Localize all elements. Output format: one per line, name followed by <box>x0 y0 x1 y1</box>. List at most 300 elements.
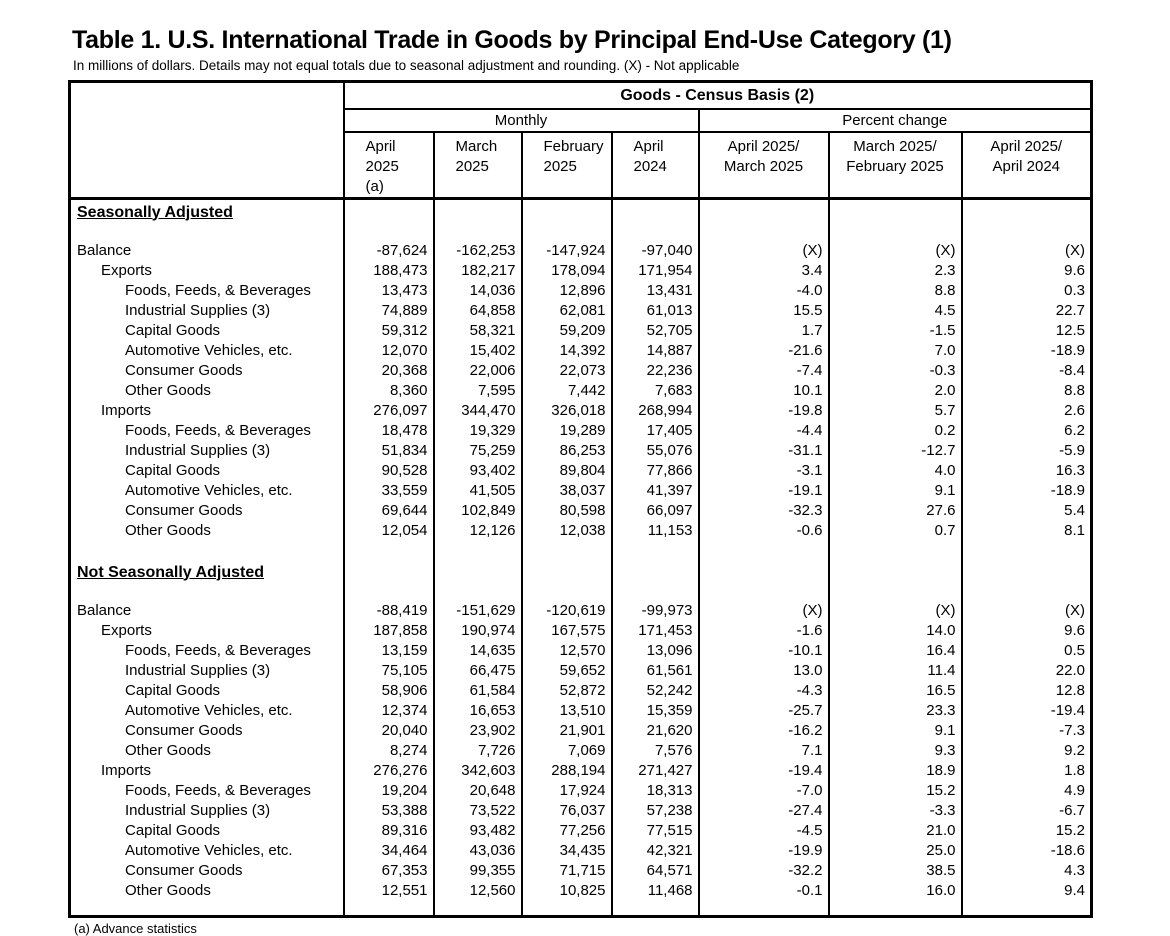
cell: 75,105 <box>344 661 434 681</box>
cell: 59,209 <box>522 321 612 341</box>
cell: 171,453 <box>612 621 699 641</box>
cell: -4.4 <box>699 421 829 441</box>
cell: 73,522 <box>434 801 522 821</box>
cell: 18,313 <box>612 781 699 801</box>
table-row <box>70 501 1092 521</box>
column-header: April 2025 (a) <box>344 132 434 199</box>
cell: 5.7 <box>829 401 962 421</box>
cell: 25.0 <box>829 841 962 861</box>
cell: 71,715 <box>522 861 612 881</box>
cell: 43,036 <box>434 841 522 861</box>
cell: 0.3 <box>962 281 1092 301</box>
cell: (X) <box>829 241 962 261</box>
row-label: Capital Goods <box>125 321 221 339</box>
cell: 75,259 <box>434 441 522 461</box>
cell: 21,901 <box>522 721 612 741</box>
cell: 15.5 <box>699 301 829 321</box>
cell: 17,405 <box>612 421 699 441</box>
spacer-cell <box>612 583 699 601</box>
cell: 18.9 <box>829 761 962 781</box>
cell: -0.1 <box>699 881 829 901</box>
cell: -19.4 <box>699 761 829 781</box>
spacer-cell <box>612 541 699 559</box>
table-row <box>70 361 1092 381</box>
table-row <box>70 601 1092 621</box>
row-label: Consumer Goods <box>125 721 243 739</box>
cell: 12,070 <box>344 341 434 361</box>
cell: 38.5 <box>829 861 962 881</box>
cell: 19,204 <box>344 781 434 801</box>
cell: 14,887 <box>612 341 699 361</box>
row-label: Balance <box>77 601 132 619</box>
cell: 8.8 <box>962 381 1092 401</box>
table-row <box>70 321 1092 341</box>
row-label: Other Goods <box>125 381 211 399</box>
spacer-cell <box>434 541 522 559</box>
goods-census-basis-header: Goods - Census Basis (2) <box>344 82 1092 110</box>
cell: 171,954 <box>612 261 699 281</box>
spacer-cell <box>699 541 829 559</box>
cell: -162,253 <box>434 241 522 261</box>
cell: 89,316 <box>344 821 434 841</box>
cell: 80,598 <box>522 501 612 521</box>
cell: 12,126 <box>434 521 522 541</box>
cell: 99,355 <box>434 861 522 881</box>
cell: 22.0 <box>962 661 1092 681</box>
table-row <box>70 241 1092 261</box>
column-header: April 2024 <box>612 132 699 199</box>
table-row <box>70 861 1092 881</box>
cell: -0.3 <box>829 361 962 381</box>
cell: 86,253 <box>522 441 612 461</box>
table-row <box>70 461 1092 481</box>
spacer-cell <box>829 901 962 917</box>
cell: -87,624 <box>344 241 434 261</box>
cell: 21,620 <box>612 721 699 741</box>
table-row <box>70 401 1092 421</box>
spacer-cell <box>829 223 962 241</box>
table-row <box>70 621 1092 641</box>
cell: -97,040 <box>612 241 699 261</box>
cell: -99,973 <box>612 601 699 621</box>
spacer-cell <box>522 223 612 241</box>
cell: -10.1 <box>699 641 829 661</box>
cell: 52,872 <box>522 681 612 701</box>
spacer-cell <box>344 901 434 917</box>
cell: -19.1 <box>699 481 829 501</box>
cell: 15.2 <box>962 821 1092 841</box>
spacer-cell <box>344 583 434 601</box>
cell: -120,619 <box>522 601 612 621</box>
cell: 8,274 <box>344 741 434 761</box>
cell: 12,551 <box>344 881 434 901</box>
cell: 9.6 <box>962 261 1092 281</box>
column-header: March 2025 <box>434 132 522 199</box>
cell: -19.9 <box>699 841 829 861</box>
cell: 2.3 <box>829 261 962 281</box>
cell: -1.6 <box>699 621 829 641</box>
column-header: March 2025/ February 2025 <box>829 132 962 199</box>
cell: 0.2 <box>829 421 962 441</box>
cell: 34,464 <box>344 841 434 861</box>
cell: 13,159 <box>344 641 434 661</box>
cell: 42,321 <box>612 841 699 861</box>
cell: 7,576 <box>612 741 699 761</box>
cell: 41,505 <box>434 481 522 501</box>
cell: -5.9 <box>962 441 1092 461</box>
section-heading-cell <box>70 559 344 583</box>
cell: 77,256 <box>522 821 612 841</box>
cell: (X) <box>699 241 829 261</box>
cell: 62,081 <box>522 301 612 321</box>
cell: -88,419 <box>344 601 434 621</box>
row-label: Industrial Supplies (3) <box>125 661 271 679</box>
row-label: Balance <box>77 241 132 259</box>
cell: -19.8 <box>699 401 829 421</box>
cell: -25.7 <box>699 701 829 721</box>
cell: 16.4 <box>829 641 962 661</box>
cell: -32.2 <box>699 861 829 881</box>
row-label: Consumer Goods <box>125 861 243 879</box>
table-row <box>70 301 1092 321</box>
cell: 4.5 <box>829 301 962 321</box>
cell: -7.0 <box>699 781 829 801</box>
cell: 61,561 <box>612 661 699 681</box>
table-row <box>70 801 1092 821</box>
cell: 14,635 <box>434 641 522 661</box>
spacer-cell <box>434 199 522 223</box>
spacer-cell <box>699 199 829 223</box>
spacer-cell <box>70 583 344 601</box>
spacer-cell <box>522 541 612 559</box>
spacer-cell <box>522 559 612 583</box>
cell: 11,153 <box>612 521 699 541</box>
cell: -1.5 <box>829 321 962 341</box>
cell: 12,560 <box>434 881 522 901</box>
table-row <box>70 661 1092 681</box>
spacer-cell <box>699 559 829 583</box>
cell: 61,013 <box>612 301 699 321</box>
cell: 74,889 <box>344 301 434 321</box>
cell: 7,595 <box>434 381 522 401</box>
cell: 4.3 <box>962 861 1092 881</box>
spacer-cell <box>962 223 1092 241</box>
section-heading-cell <box>70 199 344 223</box>
row-label: Industrial Supplies (3) <box>125 441 271 459</box>
cell: -12.7 <box>829 441 962 461</box>
cell: 1.7 <box>699 321 829 341</box>
cell: -19.4 <box>962 701 1092 721</box>
cell: 19,289 <box>522 421 612 441</box>
cell: 14,392 <box>522 341 612 361</box>
cell: 90,528 <box>344 461 434 481</box>
cell: -8.4 <box>962 361 1092 381</box>
spacer-cell <box>434 901 522 917</box>
cell: -0.6 <box>699 521 829 541</box>
cell: 271,427 <box>612 761 699 781</box>
cell: 7.0 <box>829 341 962 361</box>
cell: 64,858 <box>434 301 522 321</box>
section-heading: Not Seasonally Adjusted <box>77 563 264 581</box>
spacer-cell <box>344 223 434 241</box>
cell: 58,906 <box>344 681 434 701</box>
cell: 7,683 <box>612 381 699 401</box>
cell: 8.8 <box>829 281 962 301</box>
cell: -7.4 <box>699 361 829 381</box>
table-row <box>70 761 1092 781</box>
cell: 10.1 <box>699 381 829 401</box>
cell: 22,006 <box>434 361 522 381</box>
table-header <box>70 82 1092 199</box>
cell: 0.7 <box>829 521 962 541</box>
cell: -18.6 <box>962 841 1092 861</box>
spacer-cell <box>612 223 699 241</box>
cell: 9.6 <box>962 621 1092 641</box>
cell: 3.4 <box>699 261 829 281</box>
spacer-cell <box>699 583 829 601</box>
cell: 38,037 <box>522 481 612 501</box>
row-label: Capital Goods <box>125 461 221 479</box>
spacer-cell <box>962 559 1092 583</box>
table-row <box>70 281 1092 301</box>
cell: 22.7 <box>962 301 1092 321</box>
cell: 167,575 <box>522 621 612 641</box>
spacer-cell <box>344 541 434 559</box>
row-label: Industrial Supplies (3) <box>125 801 271 819</box>
row-label: Capital Goods <box>125 681 221 699</box>
table-row <box>70 441 1092 461</box>
spacer-cell <box>70 901 344 917</box>
row-label: Automotive Vehicles, etc. <box>125 841 293 859</box>
cell: 1.8 <box>962 761 1092 781</box>
cell: 12.5 <box>962 321 1092 341</box>
row-label: Foods, Feeds, & Beverages <box>125 641 311 659</box>
section-heading-row <box>70 559 1092 583</box>
cell: 41,397 <box>612 481 699 501</box>
cell: 22,236 <box>612 361 699 381</box>
section-heading: Seasonally Adjusted <box>77 203 233 221</box>
cell: 34,435 <box>522 841 612 861</box>
column-header: February 2025 <box>522 132 612 199</box>
cell: (X) <box>699 601 829 621</box>
cell: 53,388 <box>344 801 434 821</box>
cell: 288,194 <box>522 761 612 781</box>
cell: 188,473 <box>344 261 434 281</box>
cell: 69,644 <box>344 501 434 521</box>
cell: 89,804 <box>522 461 612 481</box>
cell: 276,276 <box>344 761 434 781</box>
spacer-cell <box>962 901 1092 917</box>
spacer-cell <box>522 583 612 601</box>
cell: 19,329 <box>434 421 522 441</box>
spacer-cell <box>612 901 699 917</box>
cell: 4.0 <box>829 461 962 481</box>
table-row <box>70 701 1092 721</box>
cell: 18,478 <box>344 421 434 441</box>
table-row <box>70 841 1092 861</box>
cell: 344,470 <box>434 401 522 421</box>
cell: 67,353 <box>344 861 434 881</box>
spacer-cell <box>962 199 1092 223</box>
row-label: Exports <box>101 261 152 279</box>
cell: -18.9 <box>962 481 1092 501</box>
table-row <box>70 821 1092 841</box>
row-label: Consumer Goods <box>125 501 243 519</box>
table-row <box>70 261 1092 281</box>
cell: -18.9 <box>962 341 1092 361</box>
spacer-cell <box>522 901 612 917</box>
cell: 14.0 <box>829 621 962 641</box>
cell: 8,360 <box>344 381 434 401</box>
column-header: April 2025/ April 2024 <box>962 132 1092 199</box>
row-label: Foods, Feeds, & Beverages <box>125 281 311 299</box>
spacer-row <box>70 541 1092 559</box>
cell: 13,431 <box>612 281 699 301</box>
spacer-cell <box>612 199 699 223</box>
spacer-cell <box>612 559 699 583</box>
cell: 6.2 <box>962 421 1092 441</box>
table-body <box>70 199 1092 917</box>
cell: -147,924 <box>522 241 612 261</box>
corner-cell <box>70 82 344 199</box>
cell: 76,037 <box>522 801 612 821</box>
cell: 57,238 <box>612 801 699 821</box>
cell: 182,217 <box>434 261 522 281</box>
cell: -31.1 <box>699 441 829 461</box>
cell: 51,834 <box>344 441 434 461</box>
table-row <box>70 381 1092 401</box>
row-label: Imports <box>101 761 152 779</box>
percent-change-group-header: Percent change <box>699 109 1092 132</box>
row-label: Automotive Vehicles, etc. <box>125 341 293 359</box>
row-label: Other Goods <box>125 521 211 539</box>
cell: 77,515 <box>612 821 699 841</box>
cell: -4.5 <box>699 821 829 841</box>
cell: 16.0 <box>829 881 962 901</box>
cell: 58,321 <box>434 321 522 341</box>
cell: 7,442 <box>522 381 612 401</box>
cell: 59,652 <box>522 661 612 681</box>
cell: 9.1 <box>829 481 962 501</box>
cell: 12,374 <box>344 701 434 721</box>
cell: 16.5 <box>829 681 962 701</box>
spacer-cell <box>829 541 962 559</box>
cell: 13,096 <box>612 641 699 661</box>
cell: -27.4 <box>699 801 829 821</box>
cell: 22,073 <box>522 361 612 381</box>
spacer-cell <box>70 223 344 241</box>
cell: 23,902 <box>434 721 522 741</box>
spacer-cell <box>344 559 434 583</box>
cell: 21.0 <box>829 821 962 841</box>
cell: -21.6 <box>699 341 829 361</box>
table-row <box>70 341 1092 361</box>
cell: 13.0 <box>699 661 829 681</box>
cell: 342,603 <box>434 761 522 781</box>
spacer-cell <box>434 583 522 601</box>
spacer-row <box>70 223 1092 241</box>
cell: 15,402 <box>434 341 522 361</box>
cell: 7,726 <box>434 741 522 761</box>
cell: -3.1 <box>699 461 829 481</box>
page-title: Table 1. U.S. International Trade in Goods by Principal End-Use Category (1) <box>72 26 952 54</box>
table-row <box>70 681 1092 701</box>
row-label: Other Goods <box>125 881 211 899</box>
table-row <box>70 741 1092 761</box>
cell: 59,312 <box>344 321 434 341</box>
cell: 326,018 <box>522 401 612 421</box>
row-label: Exports <box>101 621 152 639</box>
spacer-cell <box>522 199 612 223</box>
cell: 9.1 <box>829 721 962 741</box>
spacer-cell <box>434 559 522 583</box>
cell: 9.3 <box>829 741 962 761</box>
cell: 55,076 <box>612 441 699 461</box>
table-row <box>70 721 1092 741</box>
cell: -3.3 <box>829 801 962 821</box>
page-subtitle: In millions of dollars. Details may not equal totals due to seasonal adjustment and rounding. (X) - Not applicable <box>73 58 740 73</box>
cell: -4.3 <box>699 681 829 701</box>
cell: 23.3 <box>829 701 962 721</box>
spacer-cell <box>829 559 962 583</box>
cell: 17,924 <box>522 781 612 801</box>
row-label: Automotive Vehicles, etc. <box>125 701 293 719</box>
cell: 93,482 <box>434 821 522 841</box>
cell: 276,097 <box>344 401 434 421</box>
cell: -6.7 <box>962 801 1092 821</box>
table-row <box>70 881 1092 901</box>
table-row <box>70 421 1092 441</box>
row-label: Foods, Feeds, & Beverages <box>125 421 311 439</box>
cell: (X) <box>962 601 1092 621</box>
cell: 15,359 <box>612 701 699 721</box>
cell: 12.8 <box>962 681 1092 701</box>
spacer-cell <box>699 901 829 917</box>
monthly-group-header: Monthly <box>344 109 699 132</box>
cell: 33,559 <box>344 481 434 501</box>
cell: 12,570 <box>522 641 612 661</box>
table-row <box>70 781 1092 801</box>
cell: -32.3 <box>699 501 829 521</box>
cell: 27.6 <box>829 501 962 521</box>
cell: 12,896 <box>522 281 612 301</box>
cell: 20,040 <box>344 721 434 741</box>
cell: 178,094 <box>522 261 612 281</box>
cell: 187,858 <box>344 621 434 641</box>
cell: 11,468 <box>612 881 699 901</box>
cell: 14,036 <box>434 281 522 301</box>
row-label: Capital Goods <box>125 821 221 839</box>
spacer-cell <box>344 199 434 223</box>
cell: 5.4 <box>962 501 1092 521</box>
cell: 93,402 <box>434 461 522 481</box>
row-label: Imports <box>101 401 152 419</box>
cell: -151,629 <box>434 601 522 621</box>
cell: 190,974 <box>434 621 522 641</box>
cell: 16.3 <box>962 461 1092 481</box>
spacer-row <box>70 583 1092 601</box>
table-row <box>70 521 1092 541</box>
cell: 0.5 <box>962 641 1092 661</box>
spacer-cell <box>962 583 1092 601</box>
spacer-row <box>70 901 1092 917</box>
cell: 12,054 <box>344 521 434 541</box>
cell: (X) <box>962 241 1092 261</box>
cell: 64,571 <box>612 861 699 881</box>
cell: 52,242 <box>612 681 699 701</box>
cell: 52,705 <box>612 321 699 341</box>
spacer-cell <box>829 199 962 223</box>
